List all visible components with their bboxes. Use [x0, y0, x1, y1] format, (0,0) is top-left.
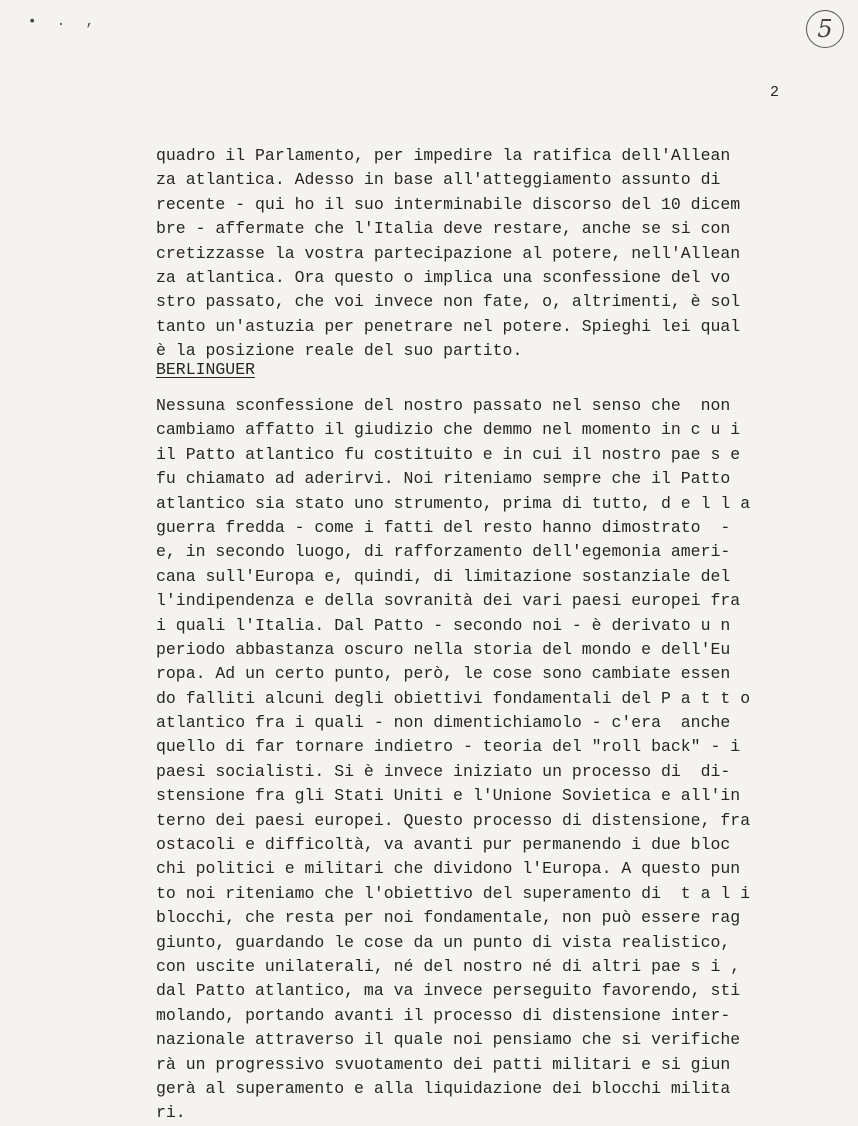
text-line: tanto un'astuzia per penetrare nel potere. Spieghi lei qual — [156, 316, 741, 336]
text-line: ostacoli e difficoltà, va avanti pur permanendo i due bloc — [156, 835, 731, 855]
text-line: il Patto atlantico fu costituito e in cui il nostro pae s e — [156, 444, 741, 464]
text-line: è la posizione reale del suo partito. — [156, 341, 523, 361]
text-line: do falliti alcuni degli obiettivi fondamentali del P a t t o — [156, 688, 751, 708]
page-stamp-number: 5 — [806, 10, 844, 48]
text-line: atlantico fra i quali - non dimentichiamolo - c'era anche — [156, 713, 731, 733]
text-line: quello di far tornare indietro - teoria del "roll back" - i — [156, 737, 741, 757]
text-line: con uscite unilaterali, né del nostro né di altri pae s i , — [156, 956, 741, 976]
text-line: guerra fredda - come i fatti del resto hanno dimostrato - — [156, 517, 731, 537]
text-line: recente - qui ho il suo interminabile discorso del 10 dicem — [156, 194, 741, 214]
text-line: atlantico sia stato uno strumento, prima di tutto, d e l l a — [156, 493, 751, 513]
text-line: cretizzasse la vostra partecipazione al potere, nell'Allean — [156, 243, 741, 263]
page-number: 2 — [770, 84, 780, 101]
text-line: giunto, guardando le cose da un punto di vista realistico, — [156, 932, 731, 952]
text-line: quadro il Parlamento, per impedire la ratifica dell'Allean — [156, 146, 731, 165]
text-line: cana sull'Europa e, quindi, di limitazione sostanziale del — [156, 566, 731, 586]
text-line: to noi riteniamo che l'obiettivo del superamento di t a l i — [156, 883, 751, 903]
text-line: blocchi, che resta per noi fondamentale, non può essere rag — [156, 908, 741, 928]
question-paragraph — [156, 144, 786, 364]
text-line: terno dei paesi europei. Questo processo di distensione, fra — [156, 810, 751, 830]
speaker-heading: BERLINGUER — [156, 360, 256, 379]
text-line: stro passato, che voi invece non fate, o, altrimenti, è sol — [156, 292, 741, 312]
text-line: gerà al superamento e alla liquidazione dei blocchi milita — [156, 1078, 731, 1098]
text-line: chi politici e militari che dividono l'Europa. A questo pun — [156, 859, 741, 879]
text-line: nazionale attraverso il quale noi pensiamo che si verifiche — [156, 1030, 741, 1050]
text-line: ropa. Ad un certo punto, però, le cose sono cambiate essen — [156, 664, 731, 684]
text-line: za atlantica. Ora questo o implica una sconfessione del vo — [156, 267, 731, 287]
text-line: fu chiamato ad aderirvi. Noi riteniamo sempre che il Patto — [156, 469, 731, 489]
text-line: i quali l'Italia. Dal Patto - secondo noi - è derivato u n — [156, 615, 731, 635]
text-line: paesi socialisti. Si è invece iniziato un processo di di- — [156, 761, 731, 781]
text-line: stensione fra gli Stati Uniti e l'Unione Sovietica e all'in — [156, 786, 741, 806]
answer-paragraph — [156, 394, 786, 1126]
text-line: cambiamo affatto il giudizio che demmo nel momento in c u i — [156, 420, 741, 440]
corner-marks: • . , — [28, 14, 101, 30]
text-line: molando, portando avanti il processo di distensione inter- — [156, 1005, 731, 1025]
text-line: Nessuna sconfessione del nostro passato nel senso che non — [156, 396, 731, 415]
text-line: periodo abbastanza oscuro nella storia del mondo e dell'Eu — [156, 639, 731, 659]
text-line: ri. — [156, 1103, 186, 1123]
text-line: e, in secondo luogo, di rafforzamento dell'egemonia ameri- — [156, 542, 731, 562]
text-line: rà un progressivo svuotamento dei patti militari e si giun — [156, 1054, 731, 1074]
text-line: bre - affermate che l'Italia deve restare, anche se si con — [156, 219, 731, 239]
text-line: dal Patto atlantico, ma va invece perseguito favorendo, sti — [156, 981, 741, 1001]
text-line: za atlantica. Adesso in base all'atteggiamento assunto di — [156, 170, 721, 190]
text-line: l'indipendenza e della sovranità dei vari paesi europei fra — [156, 591, 741, 611]
